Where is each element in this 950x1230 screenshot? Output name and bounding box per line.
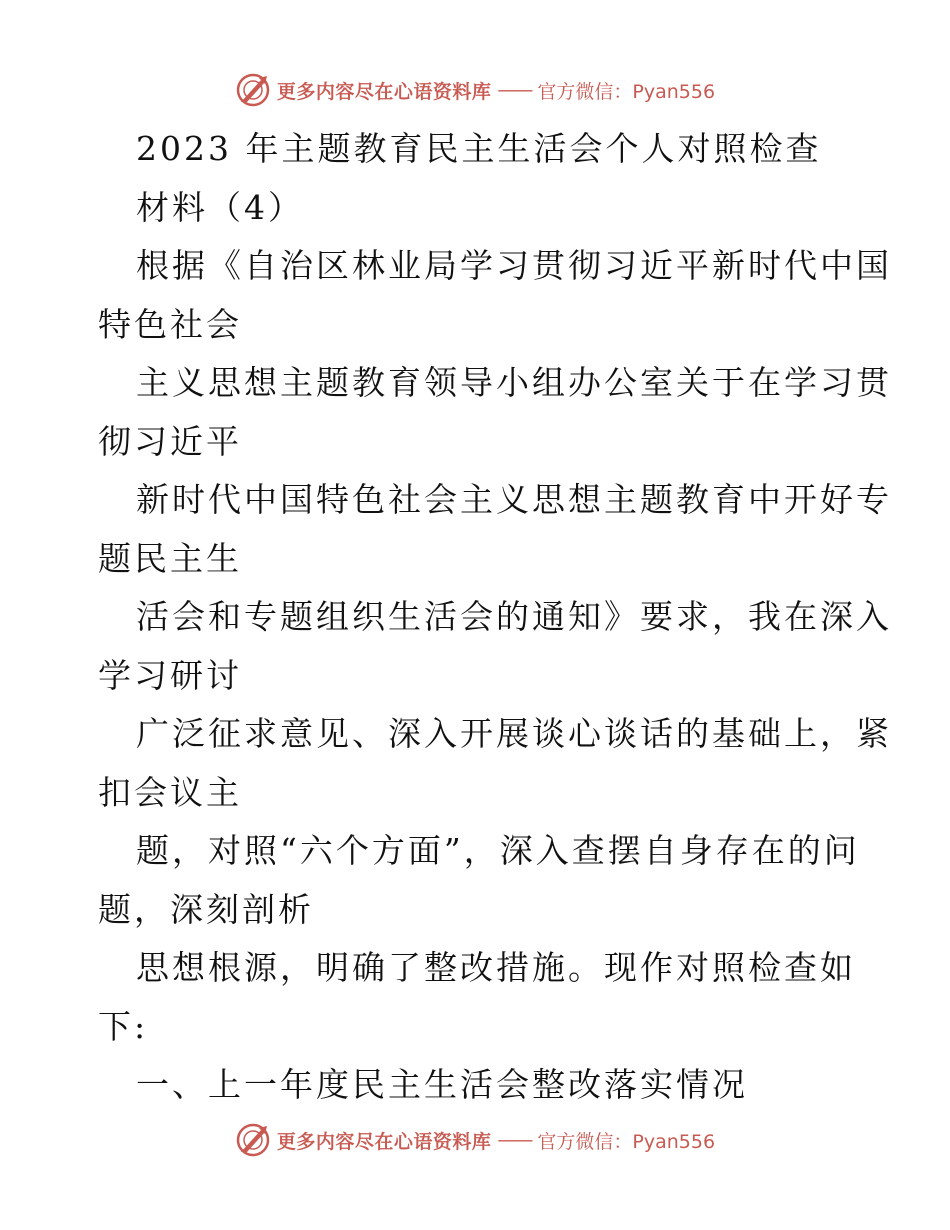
banner-dash: —— <box>497 79 532 101</box>
document-body <box>98 120 892 1115</box>
document-line: 题民主生 <box>98 538 242 578</box>
quill-seal-icon <box>235 72 271 108</box>
document-line: 广泛征求意见、深入开展谈心谈话的基础上，紧 <box>136 714 892 753</box>
document-line: 根据《自治区林业局学习贯彻习近平新时代中国 <box>136 246 892 285</box>
footer-banner <box>0 1122 950 1158</box>
document-line: 思想根源，明确了整改措施。现作对照检查如 <box>136 948 856 987</box>
banner-account-text: 官方微信：Pyan556 <box>537 80 716 103</box>
banner-dash: —— <box>497 1129 532 1151</box>
document-line: 2023 年主题教育民主生活会个人对照检查 <box>136 129 822 168</box>
document-line: 特色社会 <box>98 304 242 344</box>
banner-account-text: 官方微信：Pyan556 <box>537 1130 716 1153</box>
banner-brand-text: 更多内容尽在心语资料库 <box>276 80 492 103</box>
document-line: 学习研讨 <box>98 655 242 695</box>
document-line: 题，对照“六个方面”，深入查摆自身存在的问 <box>136 831 860 870</box>
document-line: 活会和专题组织生活会的通知》要求，我在深入 <box>136 597 892 636</box>
document-line: 新时代中国特色社会主义思想主题教育中开好专 <box>136 480 892 519</box>
document-line: 一、上一年度民主生活会整改落实情况 <box>136 1065 748 1104</box>
document-line: 下: <box>98 1006 149 1046</box>
header-banner <box>0 72 950 108</box>
document-line: 扣会议主 <box>98 772 242 812</box>
document-line: 彻习近平 <box>98 421 242 461</box>
document-line: 材料（4） <box>136 187 304 227</box>
document-line: 主义思想主题教育领导小组办公室关于在学习贯 <box>136 363 892 402</box>
quill-seal-icon <box>235 1122 271 1158</box>
document-line: 题，深刻剖析 <box>98 889 314 929</box>
banner-brand-text: 更多内容尽在心语资料库 <box>276 1130 492 1153</box>
